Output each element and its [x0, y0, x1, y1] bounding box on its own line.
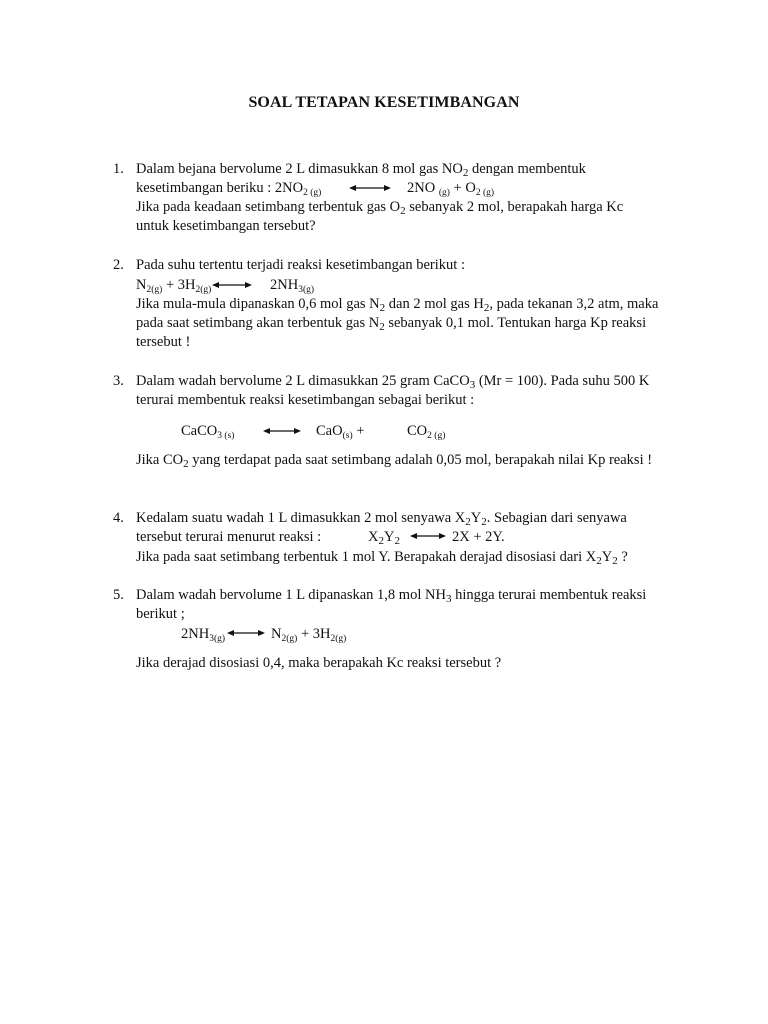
question-4-reactant: $X_2Y_2$ — [368, 529, 400, 547]
question-3-line-4: Jika $CO_2$ yang terdapat pada saat setimbang adalah 0,05 mol, berapakah nilai Kp reaksi ! — [136, 452, 653, 470]
question-4-products: 2X + 2Y. — [452, 529, 505, 545]
question-5-line-1: Dalam wadah bervolume 1 L dipanaskan 1,8 mol $NH_3$ hingga terurai membentuk reaksi — [136, 587, 647, 605]
question-2-line-4: pada saat setimbang akan terbentuk gas $N_2$ sebanyak 0,1 mol. Tentukan harga Kp reaksi — [136, 315, 647, 333]
question-3-line-1: Dalam wadah bervolume 2 L dimasukkan 25 gram CaCO$_3$ (Mr = 100). Pada suhu 500 K — [136, 373, 650, 391]
question-2-line-1: Pada suhu tertentu terjadi reaksi kesetimbangan berikut : — [136, 257, 465, 273]
question-4-number: 4. — [113, 510, 124, 526]
question-5-number: 5. — [113, 587, 124, 603]
question-5-products: $N_{2(g)} + 3H_{2(g)}$ — [271, 626, 347, 644]
question-1-products: 2NO $_{(g)} + O_{2 (g)}$ — [407, 180, 495, 198]
question-1-line-4: untuk kesetimbangan tersebut? — [136, 218, 316, 234]
question-2-products: $2NH_{3(g)}$ — [270, 277, 315, 295]
question-5-line-4: Jika derajad disosiasi 0,4, maka berapakah Kc reaksi tersebut ? — [136, 655, 502, 671]
equilibrium-arrow-icon — [349, 183, 391, 193]
equilibrium-arrow-icon — [263, 426, 301, 436]
question-3-product-1: CaO$_{(s)}$ + — [316, 423, 365, 441]
question-3-product-2: $CO_{2 (g)}$ — [407, 423, 446, 441]
question-2-reactants: $N_{2(g)} + 3H_{2(g)}$ — [136, 277, 212, 295]
question-3-reactant: CaCO$_{3 (s)}$ — [181, 423, 235, 441]
question-4-line-3: Jika pada saat setimbang terbentuk 1 mol Y. Berapakah derajad disosiasi dari $X_2Y_2$ ? — [136, 549, 628, 567]
question-1-line-3: Jika pada keadaan setimbang terbentuk gas $O_2$ sebanyak 2 mol, berapakah harga Kc — [136, 199, 624, 217]
question-2-line-5: tersebut ! — [136, 334, 191, 350]
question-1-line-1: Dalam bejana bervolume 2 L dimasukkan 8 mol gas $NO_2$ dengan membentuk — [136, 161, 586, 179]
equilibrium-arrow-icon — [227, 628, 265, 638]
question-5-reactant: $2NH_{3(g)}$ — [181, 626, 226, 644]
question-4-line-1: Kedalam suatu wadah 1 L dimasukkan 2 mol senyawa $X_2Y_2$. Sebagian dari senyawa — [136, 510, 627, 528]
page-title: SOAL TETAPAN KESETIMBANGAN — [248, 94, 520, 111]
question-3-number: 3. — [113, 373, 124, 389]
question-2-number: 2. — [113, 257, 124, 273]
equilibrium-arrow-icon — [212, 280, 252, 290]
question-3-line-2: terurai membentuk reaksi kesetimbangan sebagai berikut : — [136, 392, 475, 408]
question-1-number: 1. — [113, 161, 124, 177]
question-5-line-2: berikut ; — [136, 606, 185, 622]
equilibrium-arrow-icon — [410, 531, 446, 541]
question-4-line-2: tersebut terurai menurut reaksi : — [136, 529, 322, 545]
question-1-reactant: kesetimbangan beriku : $2NO_{2 (g)}$ — [136, 180, 322, 198]
question-2-line-3: Jika mula-mula dipanaskan 0,6 mol gas $N_2$ dan 2 mol gas $H_2$, pada tekanan 3,2 atm, maka — [136, 296, 659, 314]
